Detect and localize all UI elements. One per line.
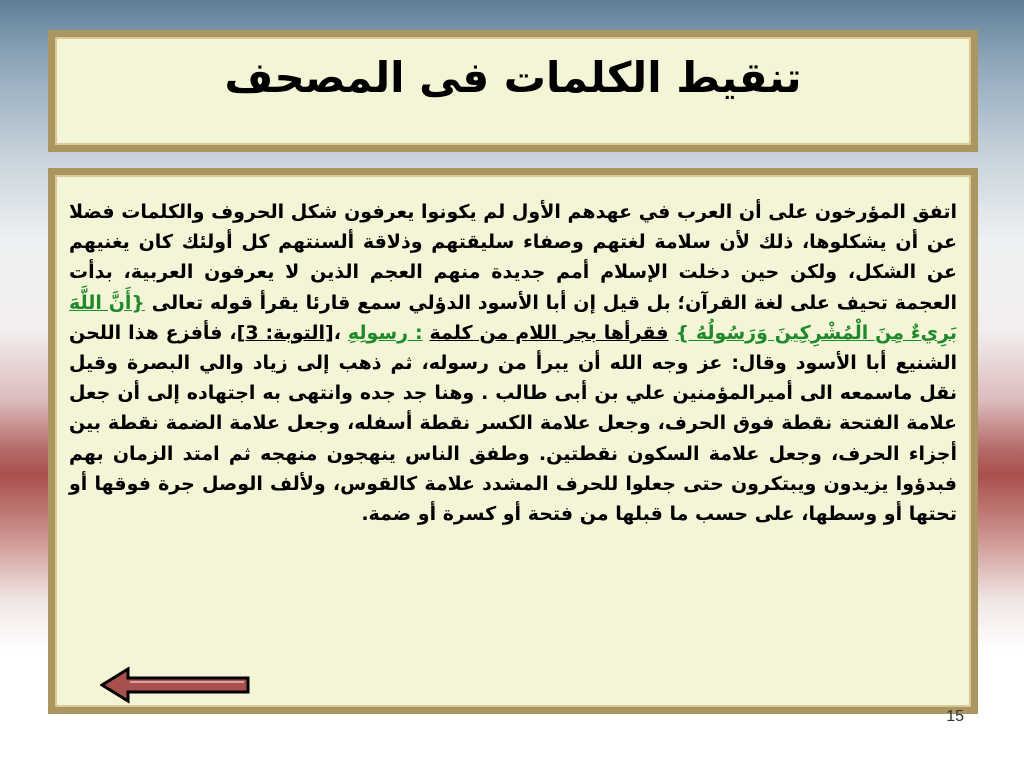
quran-verse: {أَنَّ اللَّهَ بَرِيءٌ مِنَ الْمُشْرِكِينَ وَرَسُولُهُ } [69,291,958,344]
surah-reference: [التوبة: 3] [236,321,334,344]
paragraph-part-3 [423,322,430,344]
title-box [48,30,978,152]
verse-word: : رسولِهِ [347,321,423,344]
content-box [48,168,978,714]
left-arrow-icon[interactable] [100,665,250,705]
slide-title: تنقيط الكلمات فى المصحف [224,53,802,102]
paragraph-part-5: ، فأفزع هذا اللحن الشنيع أبا الأسود وقال: عز وجه الله أن يبرأ من رسوله، ثم ذهب إلى زياد والي البصرة وقيل نقل ماسمعه الى أميرالمؤمنين علي بن أبى طالب . وهنا جد جده وانتهى به اجتهاده إلى أن جعل علامة الفتحة نقطة فوق الحرف، وجعل علامة الكسر نقطة أسفله، وجعل علامة الضمة نقطة بين أجزاء الحرف، وجعل علامة السكون نقطتين. وطفق الناس ينهجون منهجه ثم امتد الزمان بهم فبدؤوا يزيدون ويبتكرون حتى جعلوا للحرف المشدد علامة كالقوس، ولألف الوصل جرة فوقها أو تحتها أو وسطها، على حسب ما قبلها من فتحة أو كسرة أو ضمة. [69,321,957,526]
paragraph-part-1: اتفق المؤرخون على أن العرب في عهدهم الأول لم يكونوا يعرفون شكل الحروف والكلمات فضلا عن أن يشكلوها، ذلك لأن سلامة لغتهم وصفاء سليقتهم وذلاقة ألسنتهم كل أولئك كان يغنيهم عن الشكل، ولكن حين دخلت الإسلام أمم جديدة منهم العجم الذين لا يعرفون العربية، بدأت العجمة تحيف على لغة القرآن؛ بل قيل إن أبا الأسود الدؤلي سمع قارئا يقرأ قوله تعالى [69,201,958,314]
page-number: 15 [946,708,964,725]
underlined-phrase: فقرأها بجر اللام من كلمة [429,321,669,344]
paragraph-part-4: ، [333,321,348,344]
body-paragraph [69,197,957,529]
